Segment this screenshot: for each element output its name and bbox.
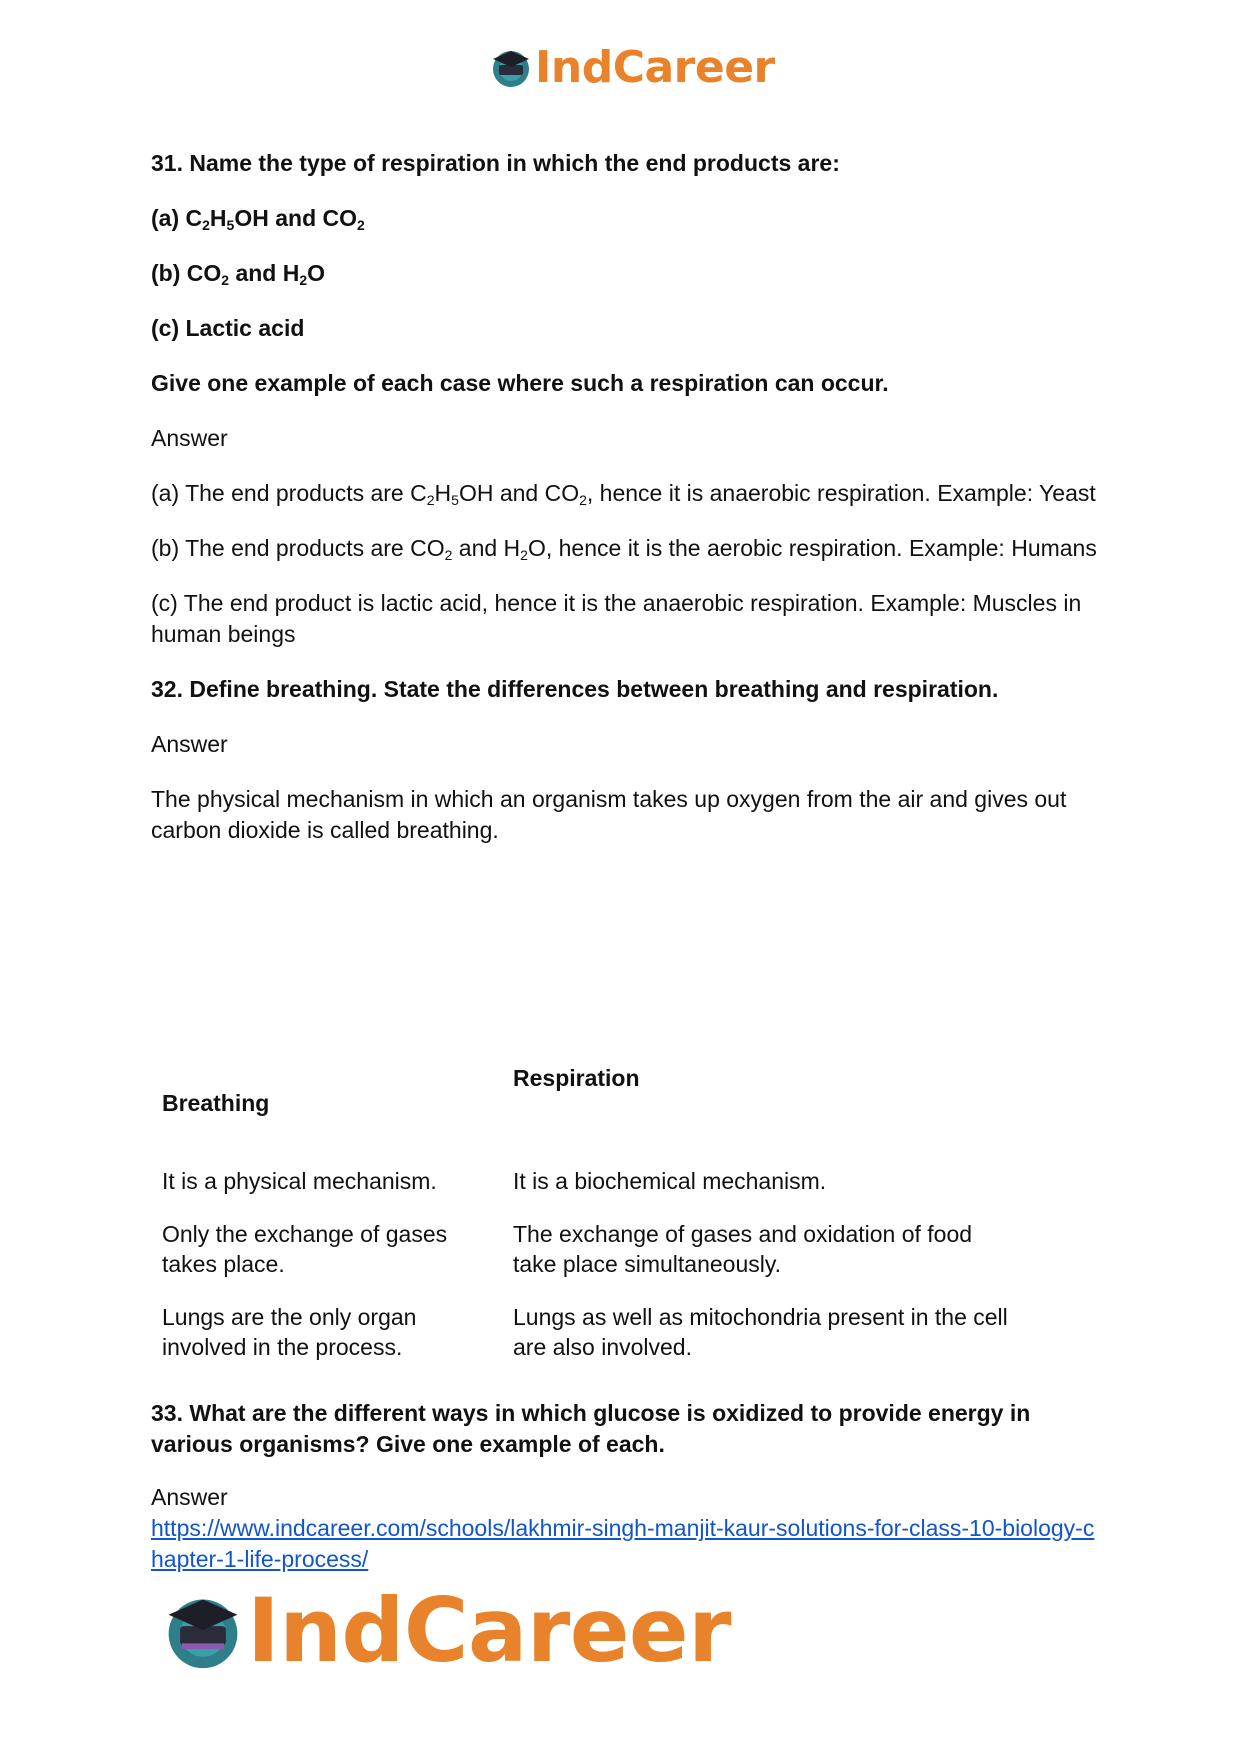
q31-answer-b: (b) The end products are $CO_2$ and $H_2O$, hence it is the aerobic respiration. Example: Humans: [151, 535, 1097, 563]
brand-wordmark: IndCareer: [535, 41, 775, 93]
solutions-link[interactable]: https://www.indcareer.com/schools/lakhmir-singh-manjit-kaur-solutions-for-class-10-biology-chapter-1-life-process/: [151, 1515, 1095, 1572]
q33-answer-label: Answer: [151, 1484, 228, 1510]
q31-option-b: (b) $CO_2$ and $H_2O$: [151, 260, 326, 288]
table-cell: It is a physical mechanism.: [162, 1168, 437, 1194]
q32-question: 32. Define breathing. State the differences between breathing and respiration.: [151, 676, 999, 702]
q33-section: [151, 1398, 1101, 1575]
q32-answer: The physical mechanism in which an organism takes up oxygen from the air and gives out carbon dioxide is called breathing.: [151, 786, 1067, 843]
q31-option-c: (c) Lactic acid: [151, 315, 305, 341]
table-header-respiration: Respiration: [513, 1065, 640, 1091]
table-cell: The exchange of gases and oxidation of food take place simultaneously.: [513, 1221, 973, 1277]
brand-wordmark: IndCareer: [247, 1578, 732, 1682]
table-cell: Lungs as well as mitochondria present in the cell are also involved.: [513, 1304, 1008, 1360]
main-content: [151, 148, 1101, 870]
q31-option-a: (a) $C_2H_5OH$ and $CO_2$: [151, 205, 365, 233]
q31-answer-a: (a) The end products are $C_2H_5OH$ and $CO_2$, hence it is anaerobic respiration. Example: Yeast: [151, 480, 1096, 508]
q31-question: 31. Name the type of respiration in which the end products are:: [151, 150, 840, 176]
graduation-cap-globe-icon: [161, 1588, 245, 1672]
graduation-cap-globe-icon: [489, 45, 533, 89]
table-header-breathing: Breathing: [162, 1090, 270, 1116]
q31-prompt: Give one example of each case where such a respiration can occur.: [151, 370, 889, 396]
indcareer-logo-top: [489, 42, 775, 92]
q32-answer-label: Answer: [151, 731, 228, 757]
table-cell: It is a biochemical mechanism.: [513, 1168, 827, 1194]
q31-answer-label: Answer: [151, 425, 228, 451]
indcareer-logo-bottom: [161, 1578, 732, 1682]
table-cell: Lungs are the only organ involved in the process.: [162, 1304, 417, 1360]
q33-question: 33. What are the different ways in which glucose is oxidized to provide energy in various organisms? Give one example of each.: [151, 1400, 1031, 1457]
q31-answer-c: (c) The end product is lactic acid, hence it is the anaerobic respiration. Example: Muscles in human beings: [151, 590, 1082, 647]
table-cell: Only the exchange of gases takes place.: [162, 1221, 448, 1277]
